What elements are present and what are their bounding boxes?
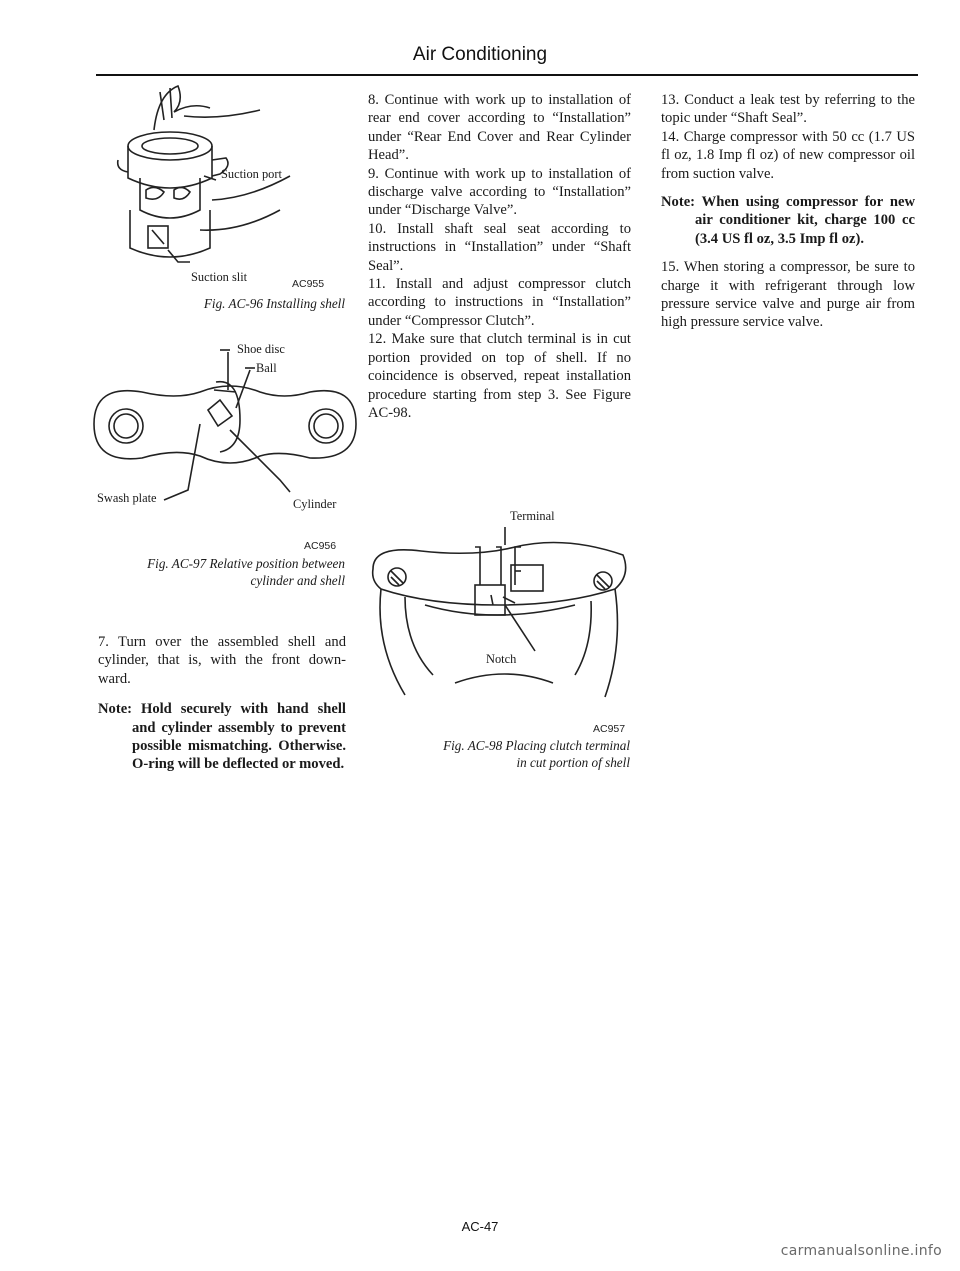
- right-text-column: [661, 91, 915, 332]
- step-12: 12. Make sure that clutch terminal is in cut portion provided on top of shell. If no coincidence is observed, repeat installation procedure starting from step 3. See Figure AC-98.: [368, 331, 631, 421]
- header-rule: [96, 74, 918, 76]
- label-suction-port: Suction port: [221, 167, 282, 181]
- caption-fig-ac98-line2: in cut portion of shell: [516, 755, 630, 770]
- step-10: 10. Install shaft seal seat according to instructions in “Installation” under “Shaft Seal”.: [368, 220, 631, 274]
- page-number: AC-47: [461, 1219, 499, 1234]
- left-text-column: [98, 633, 346, 774]
- middle-text-column: [368, 91, 631, 422]
- figure-code-ac955: AC955: [292, 278, 325, 290]
- label-terminal: Terminal: [510, 509, 555, 523]
- label-notch: Notch: [486, 652, 517, 666]
- step-9: 9. Continue with work up to installation of discharge valve according to “Installation” under “Discharge Valve”.: [368, 165, 631, 219]
- note-hold-securely: Note: Hold securely with hand shell and cylinder assembly to prevent possible mismatching. Otherwise. O-ring will be deflected or moved.: [98, 701, 346, 773]
- page-header-title: Air Conditioning: [412, 44, 548, 65]
- caption-fig-ac98-line1: Fig. AC-98 Placing clutch terminal: [443, 738, 630, 753]
- clutch-terminal-illustration: [365, 505, 633, 715]
- figure-ac98: [365, 505, 633, 715]
- step-11: 11. Install and adjust compressor clutch according to instructions in “Installation” under “Compressor Clutch”.: [368, 276, 631, 329]
- label-suction-slit: Suction slit: [191, 270, 248, 284]
- figure-code-ac956: AC956: [304, 540, 337, 552]
- caption-fig-ac97-line2: cylinder and shell: [250, 573, 345, 588]
- label-ball: Ball: [256, 361, 277, 375]
- caption-fig-ac97-line1: Fig. AC-97 Relative position between: [147, 556, 345, 571]
- step-14: 14. Charge compressor with 50 cc (1.7 US fl oz, 1.8 Imp fl oz) of new compressor oil from suction valve.: [661, 128, 915, 182]
- note-new-kit: Note: When using compressor for new air conditioner kit, charge 100 cc (3.4 US fl oz, 3.5 Imp fl oz).: [661, 194, 915, 247]
- figure-code-ac957: AC957: [593, 723, 626, 735]
- label-shoe-disc: Shoe disc: [237, 342, 285, 356]
- step-15: 15. When storing a compressor, be sure to charge it with refrigerant through low pressure service valve and purge air from high pressure service valve.: [661, 259, 915, 331]
- caption-fig-ac96: Fig. AC-96 Installing shell: [203, 296, 345, 311]
- step-7: 7. Turn over the assembled shell and cylinder, that is, with the front down-ward.: [98, 634, 346, 687]
- step-13: 13. Conduct a leak test by referring to the topic under “Shaft Seal”.: [661, 92, 915, 127]
- step-8: 8. Continue with work up to installation of rear end cover according to “Installation” under “Rear End Cover and Rear Cylinder Head”.: [368, 92, 631, 164]
- label-cylinder: Cylinder: [293, 497, 337, 511]
- label-swash-plate: Swash plate: [97, 491, 157, 505]
- watermark: carmanualsonline.info: [780, 1243, 942, 1259]
